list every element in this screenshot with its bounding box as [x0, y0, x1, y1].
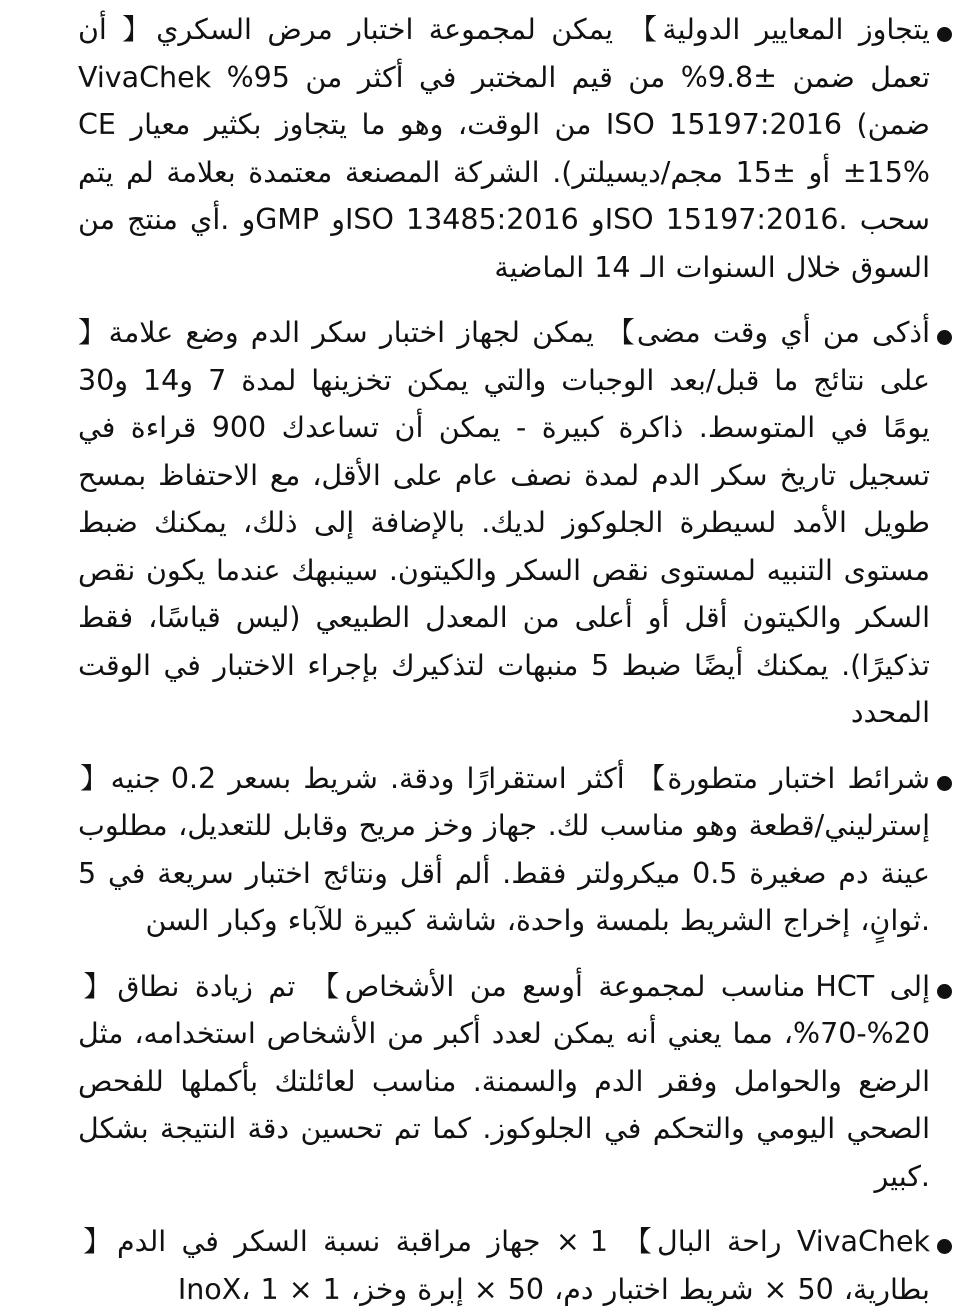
bullet-text: شرائط اختبار متطورة】 أكثر استقرارًا ودقة. شريط بسعر 0.2 جنيه【 إسترليني/قطعة وهو مناسب لك. جهاز وخز مريح وقابل للتعديل، مطلوب عينة دم صغيرة 0.5 ميكرولتر فقط. ألم أقل ونتائج اختبار سريعة في 5 .ثوانٍ، إخراج الشريط بلمسة واحدة، شاشة كبيرة للآباء وكبار السن: [78, 761, 930, 937]
bullet-dot-icon: [937, 27, 952, 42]
bullet-dot-icon: [937, 984, 952, 999]
bullet-item-test-strips: [0, 755, 972, 945]
bullet-dot-icon: [937, 1239, 952, 1254]
bullet-dot-icon: [937, 330, 952, 345]
feature-bullet-list: [0, 6, 972, 1313]
bullet-item-hct-range: [0, 963, 972, 1201]
bullet-text: أذكى من أي وقت مضى】 يمكن لجهاز اختبار سكر الدم وضع علامة【 على نتائج ما قبل/بعد الوجبات والتي يمكن تخزينها لمدة 7 و14 و30 يومًا في المتوسط. ذاكرة كبيرة - يمكن أن تساعدك 900 قراءة في تسجيل تاريخ سكر الدم لمدة نصف عام على الأقل، مع الاحتفاظ بمسح طويل الأمد لسيطرة الجلوكوز لديك. بالإضافة إلى ذلك، يمكنك ضبط مستوى التنبيه لمستوى نقص السكر والكيتون. سينبهك عندما يكون نقص السكر والكيتون أقل أو أعلى من المعدل الطبيعي (ليس قياسًا، فقط تذكيرًا). يمكنك أيضًا ضبط 5 منبهات لتذكيرك بإجراء الاختبار في الوقت المحدد: [78, 316, 930, 729]
bullet-text: يتجاوز المعايير الدولية】 يمكن لمجموعة اختبار مرض السكري【 أن تعمل ضمن ±9.8% من قيم المختبر في أكثر من 95% VivaChek ضمن) ISO 15197:2016 من الوقت، وهو ما يتجاوز بكثير معيار CE ±15% أو ±15 مجم/ديسيلتر). الشركة المصنعة معتمدة بعلامة لم يتم سحب .ISO 15197:2016و ISO 13485:2016و GMPو .أي منتج من السوق خلال السنوات الـ 14 الماضية: [78, 13, 931, 284]
bullet-text: VivaChek راحة البال】 1 × جهاز مراقبة نسبة السكر في الدم【 بطارية، 50 × شريط اختبار دم، 50 × إبرة وخز، 1 × 1 ،InoX: [78, 1225, 930, 1306]
bullet-item-accuracy: [0, 6, 972, 291]
bullet-item-package-contents: [0, 1218, 972, 1313]
bullet-dot-icon: [937, 776, 952, 791]
bullet-item-smart-memory: [0, 309, 972, 737]
bullet-text: إلى HCT مناسب لمجموعة أوسع من الأشخاص】 تم زيادة نطاق【 20%-70%، مما يعني أنه يمكن لعدد أكبر من الأشخاص استخدامه، مثل الرضع والحوامل وفقر الدم والسمنة. مناسب لعائلتك بأكملها للفحص الصحي اليومي والتحكم في الجلوكوز. كما تم تحسين دقة النتيجة بشكل .كبير: [78, 969, 930, 1193]
